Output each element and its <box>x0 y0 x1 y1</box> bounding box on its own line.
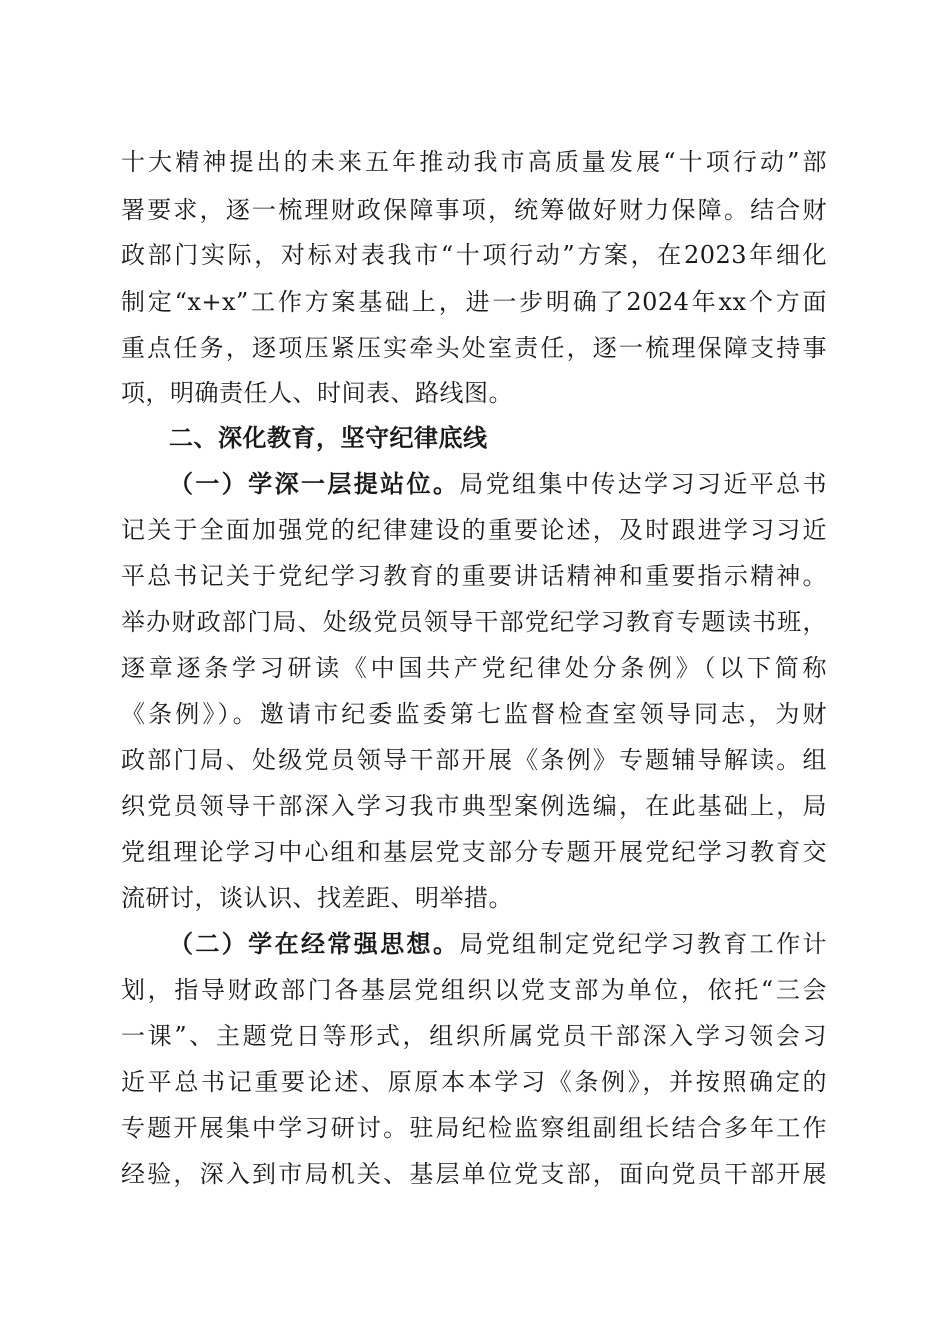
paragraph-2-first-rest: 局党组集中传达学习习近平总书 <box>459 470 828 498</box>
paragraph-3-first-rest: 局党组制定党纪学习教育工作计 <box>459 930 828 958</box>
paragraph-3-line-2: 划，指导财政部门各基层党组织以党支部为单位，依托“三会 <box>121 976 827 1004</box>
paragraph-1-line-4: 制定“x+x”工作方案基础上，进一步明确了2024年xx个方面 <box>121 288 827 316</box>
paragraph-2-line-8: 织党员领导干部深入学习我市典型案例选编，在此基础上，局 <box>121 792 827 820</box>
paragraph-2-line-10: 流研讨，谈认识、找差距、明举措。 <box>121 884 513 912</box>
paragraph-3-line-1 <box>169 924 827 964</box>
paragraph-2-line-4: 举办财政部门局、处级党员领导干部党纪学习教育专题读书班， <box>121 608 827 636</box>
paragraph-3-line-5: 专题开展集中学习研讨。驻局纪检监察组副组长结合多年工作 <box>121 1114 827 1142</box>
paragraph-2-line-7: 政部门局、处级党员领导干部开展《条例》专题辅导解读。组 <box>121 746 827 774</box>
paragraph-3-line-3: 一课”、主题党日等形式，组织所属党员干部深入学习领会习 <box>121 1022 827 1050</box>
paragraph-2-line-2: 记关于全面加强党的纪律建设的重要论述，及时跟进学习习近 <box>121 516 827 544</box>
paragraph-2-lead: （一）学深一层提站位。 <box>169 470 460 498</box>
paragraph-3-lead: （二）学在经常强思想。 <box>169 930 460 958</box>
paragraph-3-line-6: 经验，深入到市局机关、基层单位党支部，面向党员干部开展 <box>121 1160 827 1188</box>
paragraph-2-line-1 <box>169 464 827 504</box>
section-heading: 二、深化教育，坚守纪律底线 <box>169 424 488 452</box>
paragraph-2-line-5: 逐章逐条学习研读《中国共产党纪律处分条例》（以下简称 <box>121 654 827 682</box>
paragraph-1-line-6: 项，明确责任人、时间表、路线图。 <box>121 379 513 407</box>
paragraph-3-line-4: 近平总书记重要论述、原原本本学习《条例》，并按照确定的 <box>121 1068 827 1096</box>
paragraph-2-line-6: 《条例》）。邀请市纪委监委第七监督检查室领导同志，为财 <box>121 700 827 728</box>
paragraph-1-line-5: 重点任务，逐项压紧压实牵头处室责任，逐一梳理保障支持事 <box>121 334 827 362</box>
paragraph-2-line-9: 党组理论学习中心组和基层党支部分专题开展党纪学习教育交 <box>121 838 827 866</box>
paragraph-1-line-2: 署要求，逐一梳理财政保障事项，统筹做好财力保障。结合财 <box>121 196 827 224</box>
paragraph-1-line-1: 十大精神提出的未来五年推动我市高质量发展“十项行动”部 <box>121 148 827 176</box>
paragraph-1-line-3: 政部门实际，对标对表我市“十项行动”方案，在2023年细化 <box>121 241 827 269</box>
paragraph-2-line-3: 平总书记关于党纪学习教育的重要讲话精神和重要指示精神。 <box>121 562 827 590</box>
